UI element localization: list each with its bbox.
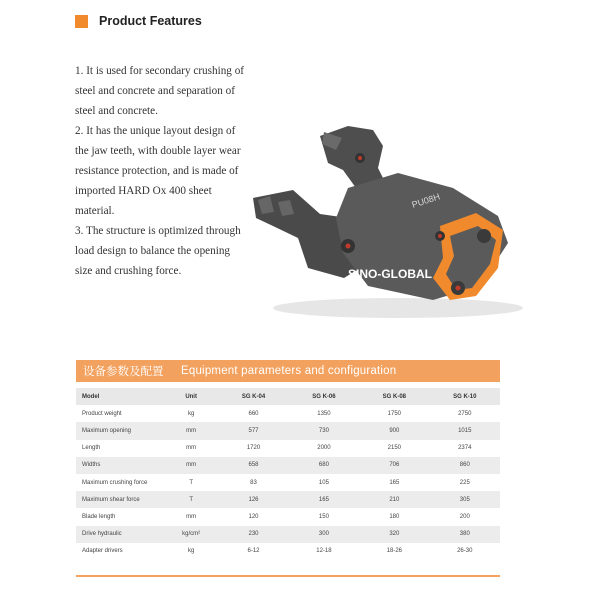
value-cell: 900 (359, 422, 429, 439)
table-row (76, 474, 500, 491)
value-cell: 165 (289, 491, 359, 508)
banner-title-en: Equipment parameters and configuration (181, 365, 397, 377)
row-label: Maximum opening (76, 422, 164, 439)
pin-dot-icon (358, 156, 362, 160)
value-cell: 1750 (359, 405, 429, 422)
params-banner (76, 360, 500, 382)
value-cell: 2000 (289, 440, 359, 457)
unit-cell: T (164, 491, 218, 508)
pin-dot-icon (456, 286, 461, 291)
value-cell: 200 (430, 508, 500, 525)
value-cell: 320 (359, 526, 429, 543)
feature-line: the jaw teeth, with double layer wear (75, 145, 241, 157)
column-header: Model (76, 388, 164, 405)
bottom-rule (76, 575, 500, 577)
value-cell: 18-26 (359, 543, 429, 560)
unit-cell: T (164, 474, 218, 491)
table-row (76, 440, 500, 457)
brand-label: SINO-GLOBAL (348, 267, 432, 281)
feature-line: steel and concrete and separation of (75, 85, 235, 97)
table-row (76, 405, 500, 422)
feature-line: resistance protection, and is made of (75, 165, 239, 177)
value-cell: 577 (218, 422, 288, 439)
row-label: Maximum shear force (76, 491, 164, 508)
unit-cell: mm (164, 440, 218, 457)
value-cell: 860 (430, 457, 500, 474)
table-header-row (76, 388, 500, 405)
value-cell: 300 (289, 526, 359, 543)
table-row (76, 508, 500, 525)
crusher-image (248, 118, 533, 328)
features-header (75, 12, 202, 30)
unit-cell: kg (164, 405, 218, 422)
feature-line: load design to balance the opening (75, 245, 231, 257)
features-text (75, 61, 265, 281)
value-cell: 305 (430, 491, 500, 508)
value-cell: 210 (359, 491, 429, 508)
unit-cell: kg (164, 543, 218, 560)
value-cell: 83 (218, 474, 288, 491)
row-label: Drive hydraulic (76, 526, 164, 543)
value-cell: 658 (218, 457, 288, 474)
table-row (76, 422, 500, 439)
feature-line: 3. The structure is optimized through (75, 225, 241, 237)
params-table (76, 388, 500, 560)
pin-dot-icon (438, 234, 442, 238)
value-cell: 225 (430, 474, 500, 491)
value-cell: 1720 (218, 440, 288, 457)
value-cell: 2750 (430, 405, 500, 422)
value-cell: 2150 (359, 440, 429, 457)
table-row (76, 543, 500, 560)
unit-cell: mm (164, 422, 218, 439)
value-cell: 680 (289, 457, 359, 474)
pin-icon (477, 229, 491, 243)
row-label: Maximum crushing force (76, 474, 164, 491)
value-cell: 165 (359, 474, 429, 491)
value-cell: 26-30 (430, 543, 500, 560)
value-cell: 1350 (289, 405, 359, 422)
row-label: Blade length (76, 508, 164, 525)
value-cell: 6-12 (218, 543, 288, 560)
table-row (76, 491, 500, 508)
value-cell: 730 (289, 422, 359, 439)
column-header: SG K-06 (289, 388, 359, 405)
feature-line: material. (75, 205, 115, 217)
value-cell: 660 (218, 405, 288, 422)
column-header: Unit (164, 388, 218, 405)
unit-cell: mm (164, 508, 218, 525)
model-label: PU08H (410, 191, 442, 210)
feature-line: 2. It has the unique layout design of (75, 125, 236, 137)
value-cell: 706 (359, 457, 429, 474)
pin-dot-icon (346, 244, 351, 249)
banner-title-cn: 设备参数及配置 (83, 366, 164, 378)
table-row (76, 457, 500, 474)
feature-line: steel and concrete. (75, 105, 158, 117)
feature-line: 1. It is used for secondary crushing of (75, 65, 245, 77)
machine-shadow (273, 298, 523, 318)
value-cell: 1015 (430, 422, 500, 439)
features-title: Product Features (99, 14, 202, 28)
column-header: SG K-04 (218, 388, 288, 405)
value-cell: 12-18 (289, 543, 359, 560)
value-cell: 2374 (430, 440, 500, 457)
value-cell: 180 (359, 508, 429, 525)
value-cell: 150 (289, 508, 359, 525)
row-label: Widths (76, 457, 164, 474)
column-header: SG K-08 (359, 388, 429, 405)
row-label: Length (76, 440, 164, 457)
value-cell: 126 (218, 491, 288, 508)
table-row (76, 526, 500, 543)
orange-square-icon (75, 15, 88, 28)
row-label: Adapter drivers (76, 543, 164, 560)
feature-line: size and crushing force. (75, 265, 182, 277)
feature-line: imported HARD Ox 400 sheet (75, 185, 212, 197)
unit-cell: kg/cm² (164, 526, 218, 543)
unit-cell: mm (164, 457, 218, 474)
row-label: Product weight (76, 405, 164, 422)
value-cell: 380 (430, 526, 500, 543)
value-cell: 230 (218, 526, 288, 543)
column-header: SG K-10 (430, 388, 500, 405)
value-cell: 120 (218, 508, 288, 525)
value-cell: 105 (289, 474, 359, 491)
